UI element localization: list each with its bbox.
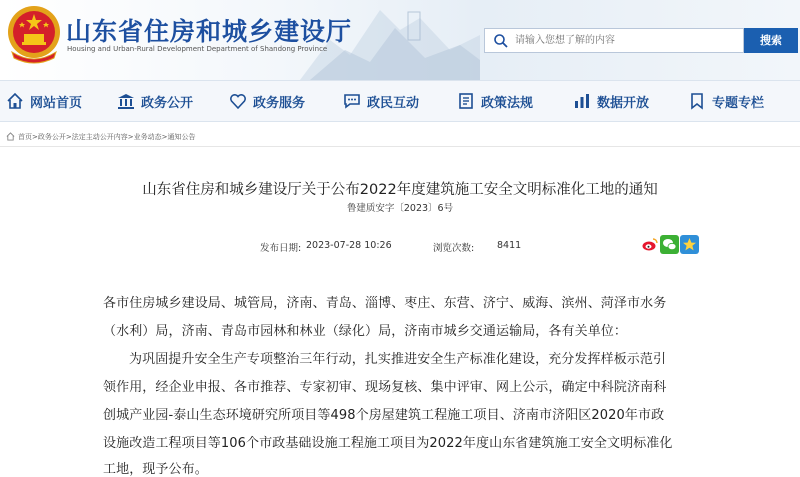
- nav-item-gov-service[interactable]: [229, 81, 305, 121]
- main-nav: [0, 80, 800, 122]
- publish-date-label: 发布日期:: [260, 243, 302, 254]
- article-title: 山东省住房和城乡建设厅关于公布2022年度建筑施工安全文明标准化工地的通知: [142, 182, 658, 198]
- nav-item-label: 政务公开: [141, 95, 194, 111]
- document-number: 鲁建质安字〔2023〕6号: [346, 203, 454, 214]
- body-line: 领作用，经企业申报、各市推荐、专家初审、现场复核、集中评审、网上公示，确定中科院济南科: [103, 380, 667, 395]
- body-line: 各市住房城乡建设局、城管局，济南、青岛、淄博、枣庄、东营、济宁、威海、滨州、菏泽市水务: [103, 296, 667, 311]
- building-icon: [117, 92, 135, 110]
- chat-icon: [343, 92, 361, 110]
- search-button[interactable]: 搜索: [744, 28, 798, 53]
- breadcrumb-home-icon: [6, 132, 15, 141]
- search-icon: [493, 33, 509, 49]
- weibo-icon[interactable]: [640, 235, 659, 254]
- views-label: 浏览次数:: [433, 243, 475, 254]
- breadcrumb-item-notices[interactable]: 通知公告: [167, 132, 196, 141]
- breadcrumb-separator: >: [161, 132, 168, 141]
- document-icon: [457, 92, 475, 110]
- search-box[interactable]: [484, 28, 744, 53]
- home-icon: [6, 92, 24, 110]
- views-count: 8411: [497, 240, 522, 251]
- publish-date: 2023-07-28 10:26: [306, 240, 392, 251]
- nav-item-open-data[interactable]: [573, 81, 649, 121]
- site-title: 山东省住房和城乡建设厅: [66, 17, 353, 46]
- body-line: 创城产业园-泰山生态环境研究所项目等498个房屋建筑工程施工项目、济南市济阳区2020年市政: [103, 408, 665, 423]
- star-icon[interactable]: [680, 235, 699, 254]
- breadcrumb: [0, 127, 800, 147]
- search-input[interactable]: [515, 31, 737, 50]
- site-header: [0, 0, 800, 80]
- nav-item-label: 专题专栏: [712, 95, 765, 111]
- breadcrumb-item-statutory[interactable]: 法定主动公开内容: [71, 132, 128, 141]
- bookmark-icon: [688, 92, 706, 110]
- breadcrumb-separator: >: [127, 132, 134, 141]
- site-subtitle: Housing and Urban-Rural Development Department of Shandong Province: [67, 45, 328, 53]
- nav-item-gov-affairs[interactable]: [117, 81, 193, 121]
- nav-item-label: 数据开放: [597, 95, 650, 111]
- breadcrumb-separator: >: [32, 132, 38, 141]
- breadcrumb-separator: >: [65, 132, 72, 141]
- nav-item-label: 政策法规: [481, 95, 534, 111]
- breadcrumb-item-business[interactable]: 业务动态: [133, 132, 162, 141]
- nav-item-home[interactable]: [6, 81, 82, 121]
- national-emblem-icon: [6, 4, 62, 66]
- breadcrumb-item-home[interactable]: 首页: [18, 132, 32, 141]
- wechat-icon[interactable]: [660, 235, 679, 254]
- nav-item-label: 政务服务: [253, 95, 306, 111]
- body-line: 工地，现予公布。: [103, 462, 208, 477]
- nav-item-special-topics[interactable]: [688, 81, 764, 121]
- nav-item-interaction[interactable]: [343, 81, 419, 121]
- heart-icon: [229, 92, 247, 110]
- nav-item-label: 网站首页: [30, 95, 83, 111]
- nav-item-label: 政民互动: [367, 95, 420, 111]
- nav-item-policy[interactable]: [457, 81, 533, 121]
- bar-chart-icon: [573, 92, 591, 110]
- body-line: 为巩固提升安全生产专项整治三年行动，扎实推进安全生产标准化建设，充分发挥样板示范引: [129, 352, 667, 367]
- breadcrumb-item-gov-affairs[interactable]: 政务公开: [37, 132, 66, 141]
- body-line: 设施改造工程项目等106个市政基础设施工程施工项目为2022年度山东省建筑施工安全文明标准化: [103, 436, 673, 451]
- body-line: （水利）局，济南、青岛市园林和林业（绿化）局，济南市城乡交通运输局，各有关单位：: [103, 324, 628, 339]
